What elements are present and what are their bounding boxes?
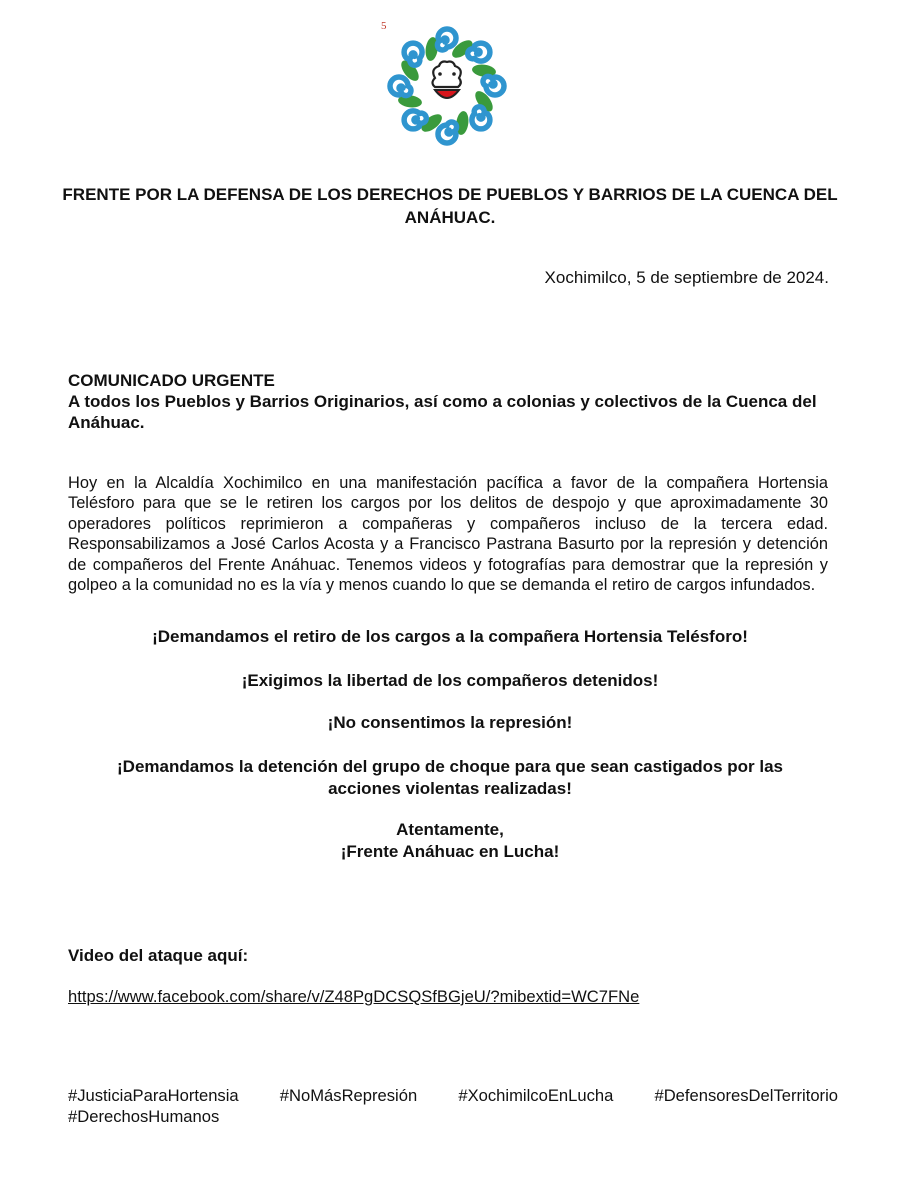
video-link[interactable]: https://www.facebook.com/share/v/Z48PgDCSQSfBGjeU/?mibextid=WC7FNe	[68, 987, 640, 1006]
hashtag: #XochimilcoEnLucha	[458, 1086, 614, 1105]
organization-logo	[378, 20, 516, 156]
video-label: Video del ataque aquí:	[68, 946, 249, 965]
logo-spiral	[437, 29, 456, 50]
hashtag-line	[68, 1085, 838, 1106]
demand-2: ¡Exigimos la libertad de los compañeros detenidos!	[241, 671, 659, 690]
communique-recipients: A todos los Pueblos y Barrios Originarios, así como a colonias y colectivos de la Cuenca del Anáhuac.	[68, 392, 817, 432]
frente-anahuac-logo-icon	[378, 20, 516, 156]
communique-body: Hoy en la Alcaldía Xochimilco en una manifestación pacífica a favor de la compañera Hortensia Telésforo para que se le retiren los cargos por los delitos de despojo y que aproximadamente 30 operadores políticos reprimieron a compañeras y compañeros incluso de la tercera edad. Responsabilizamos a José Carlos Acosta y a Francisco Pastrana Basurto por la represión y detención de compañeros del Frente Anáhuac. Tenemos videos y fotografías para demostrar que la represión y golpeo a la comunidad no es la vía y menos cuando lo que se demanda el retiro de cargos infundados.	[68, 474, 828, 595]
hashtag: #JusticiaParaHortensia	[68, 1086, 239, 1105]
hashtag-line	[68, 1106, 838, 1127]
demand-1: ¡Demandamos el retiro de los cargos a la compañera Hortensia Telésforo!	[152, 627, 748, 646]
hashtag: #DefensoresDelTerritorio	[654, 1086, 838, 1105]
closing-salutation: Atentamente,	[396, 820, 504, 839]
communique-type: COMUNICADO URGENTE	[68, 371, 275, 390]
hashtag: #NoMásRepresión	[279, 1086, 418, 1105]
logo-number: 5	[381, 20, 387, 32]
communique-heading	[68, 370, 838, 433]
demand-3: ¡No consentimos la represión!	[327, 713, 573, 732]
logo-spiral	[483, 76, 504, 95]
hashtag: #DerechosHumanos	[68, 1107, 220, 1126]
document-date: Xochimilco, 5 de septiembre de 2024.	[544, 268, 829, 287]
demand-4: ¡Demandamos la detención del grupo de choque para que sean castigados por las acciones violentas realizadas!	[117, 757, 783, 798]
logo-spiral	[390, 77, 411, 96]
hashtags	[68, 1085, 838, 1127]
organization-title: FRENTE POR LA DEFENSA DE LOS DERECHOS DE PUEBLOS Y BARRIOS DE LA CUENCA DEL ANÁHUAC.	[62, 185, 838, 227]
closing-signature: ¡Frente Anáhuac en Lucha!	[340, 842, 560, 861]
logo-spiral	[438, 122, 457, 143]
